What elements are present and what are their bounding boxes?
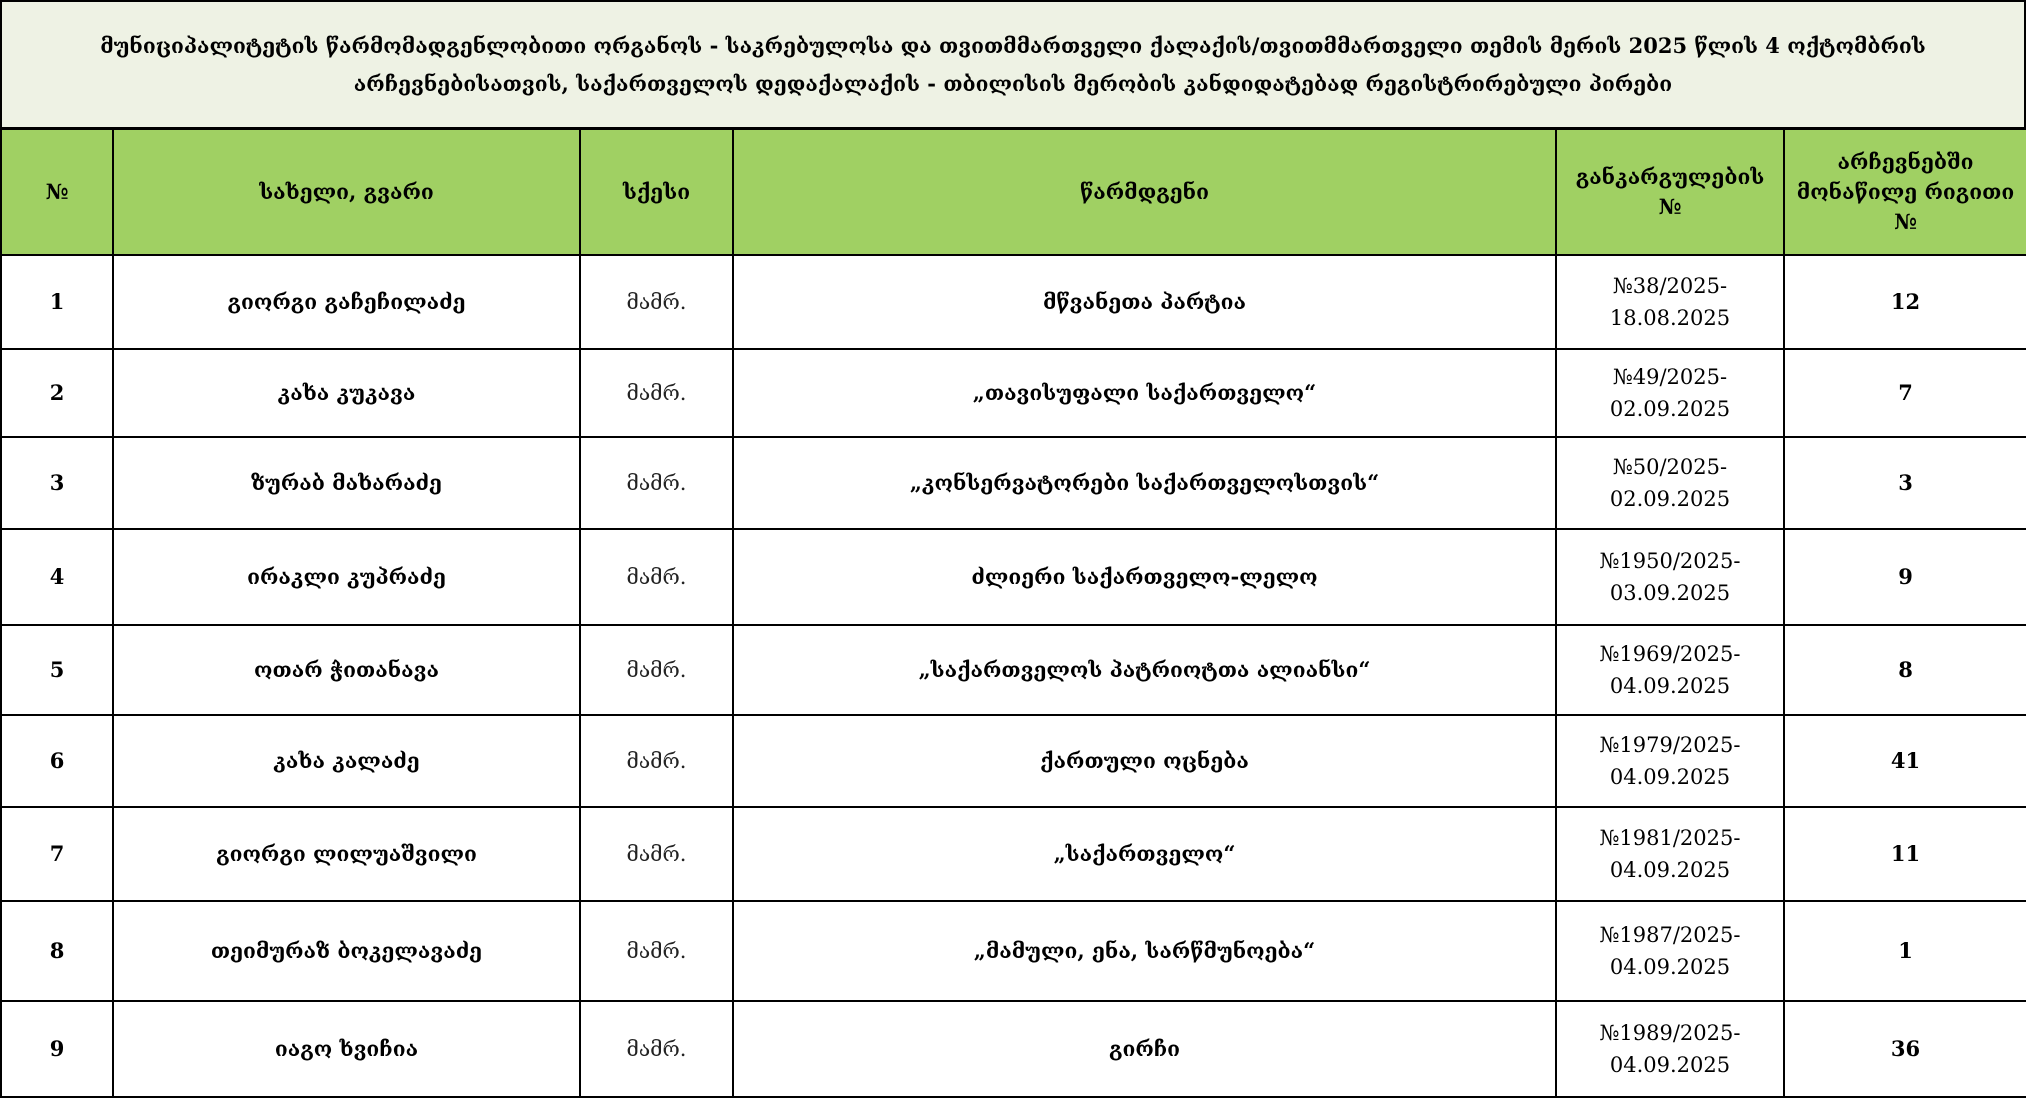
- ballot-order: 7: [1784, 349, 2026, 437]
- candidate-name: კახა კუკავა: [113, 349, 580, 437]
- candidate-gender: მამრ.: [580, 529, 733, 625]
- row-num: 4: [1, 529, 113, 625]
- decree-number: [1556, 1001, 1784, 1097]
- candidate-name: გიორგი ლილუაშვილი: [113, 807, 580, 901]
- candidate-gender: მამრ.: [580, 901, 733, 1001]
- decree-date: 02.09.2025: [1609, 487, 1731, 511]
- decree-number: [1556, 349, 1784, 437]
- table-row: [1, 255, 2026, 349]
- nominating-party: „საქართველოს პატრიოტთა ალიანსი“: [733, 625, 1556, 715]
- candidate-name: გიორგი გაჩეჩილაძე: [113, 255, 580, 349]
- table-row: [1, 529, 2026, 625]
- table-row: [1, 901, 2026, 1001]
- decree-date: 04.09.2025: [1609, 1053, 1731, 1077]
- decree-no: №1950/2025-: [1599, 549, 1741, 573]
- ballot-order: 8: [1784, 625, 2026, 715]
- decree-no: №1987/2025-: [1599, 923, 1741, 947]
- header-decree: განკარგულების №: [1556, 129, 1784, 255]
- candidate-name: იაგო ხვიჩია: [113, 1001, 580, 1097]
- header-nominated-by: წარმდგენი: [733, 129, 1556, 255]
- nominating-party: „საქართველო“: [733, 807, 1556, 901]
- table-row: [1, 437, 2026, 529]
- nominating-party: ქართული ოცნება: [733, 715, 1556, 807]
- row-num: 7: [1, 807, 113, 901]
- ballot-order: 1: [1784, 901, 2026, 1001]
- ballot-order: 36: [1784, 1001, 2026, 1097]
- ballot-order: 12: [1784, 255, 2026, 349]
- nominating-party: ძლიერი საქართველო-ლელო: [733, 529, 1556, 625]
- header-name: სახელი, გვარი: [113, 129, 580, 255]
- header-ballot-order: არჩევნებში მონაწილე რიგითი №: [1784, 129, 2026, 255]
- candidate-gender: მამრ.: [580, 807, 733, 901]
- decree-no: №38/2025-: [1612, 274, 1728, 298]
- header-gender: სქესი: [580, 129, 733, 255]
- nominating-party: გირჩი: [733, 1001, 1556, 1097]
- decree-no: №49/2025-: [1612, 365, 1728, 389]
- decree-date: 03.09.2025: [1609, 581, 1731, 605]
- decree-no: №1989/2025-: [1599, 1021, 1741, 1045]
- row-num: 8: [1, 901, 113, 1001]
- row-num: 9: [1, 1001, 113, 1097]
- candidate-name: ზურაბ მახარაძე: [113, 437, 580, 529]
- decree-number: [1556, 807, 1784, 901]
- nominating-party: „თავისუფალი საქართველო“: [733, 349, 1556, 437]
- decree-number: [1556, 625, 1784, 715]
- row-num: 1: [1, 255, 113, 349]
- nominating-party: „მამული, ენა, სარწმუნოება“: [733, 901, 1556, 1001]
- decree-no: №1979/2025-: [1599, 733, 1741, 757]
- row-num: 5: [1, 625, 113, 715]
- title-banner: [0, 0, 2026, 130]
- candidate-gender: მამრ.: [580, 437, 733, 529]
- decree-date: 04.09.2025: [1609, 955, 1731, 979]
- candidate-name: თეიმურაზ ბოკელავაძე: [113, 901, 580, 1001]
- table-row: [1, 1001, 2026, 1097]
- document-title: მუნიციპალიტეტის წარმომადგენლობითი ორგანოს - საკრებულოსა და თვითმმართველი ქალაქის/თვითმმართველი თემის მერის 2025 წლის 4 ოქტომბრის არჩევნებისათვის, საქართველოს დედაქალაქის - თბილისის მერობის კანდიდატებად რეგისტრირებული პირები: [100, 32, 1926, 96]
- ballot-order: 41: [1784, 715, 2026, 807]
- nominating-party: მწვანეთა პარტია: [733, 255, 1556, 349]
- decree-date: 04.09.2025: [1609, 858, 1731, 882]
- decree-no: №1981/2025-: [1599, 826, 1741, 850]
- decree-no: №1969/2025-: [1599, 642, 1741, 666]
- decree-number: [1556, 529, 1784, 625]
- candidate-name: კახა კალაძე: [113, 715, 580, 807]
- row-num: 2: [1, 349, 113, 437]
- table-row: [1, 715, 2026, 807]
- decree-number: [1556, 901, 1784, 1001]
- candidates-table: [0, 128, 2026, 1098]
- decree-date: 18.08.2025: [1609, 306, 1731, 330]
- decree-no: №50/2025-: [1612, 455, 1728, 479]
- decree-date: 04.09.2025: [1609, 674, 1731, 698]
- decree-date: 02.09.2025: [1609, 397, 1731, 421]
- ballot-order: 11: [1784, 807, 2026, 901]
- ballot-order: 9: [1784, 529, 2026, 625]
- table-row: [1, 625, 2026, 715]
- table-header-row: [1, 129, 2026, 255]
- table-row: [1, 349, 2026, 437]
- row-num: 3: [1, 437, 113, 529]
- decree-date: 04.09.2025: [1609, 765, 1731, 789]
- table-row: [1, 807, 2026, 901]
- candidate-gender: მამრ.: [580, 625, 733, 715]
- ballot-order: 3: [1784, 437, 2026, 529]
- candidate-gender: მამრ.: [580, 255, 733, 349]
- candidate-gender: მამრ.: [580, 349, 733, 437]
- row-num: 6: [1, 715, 113, 807]
- candidate-gender: მამრ.: [580, 1001, 733, 1097]
- candidate-name: ოთარ ჭითანავა: [113, 625, 580, 715]
- candidate-name: ირაკლი კუპრაძე: [113, 529, 580, 625]
- header-num: №: [1, 129, 113, 255]
- candidate-gender: მამრ.: [580, 715, 733, 807]
- nominating-party: „კონსერვატორები საქართველოსთვის“: [733, 437, 1556, 529]
- decree-number: [1556, 437, 1784, 529]
- decree-number: [1556, 255, 1784, 349]
- decree-number: [1556, 715, 1784, 807]
